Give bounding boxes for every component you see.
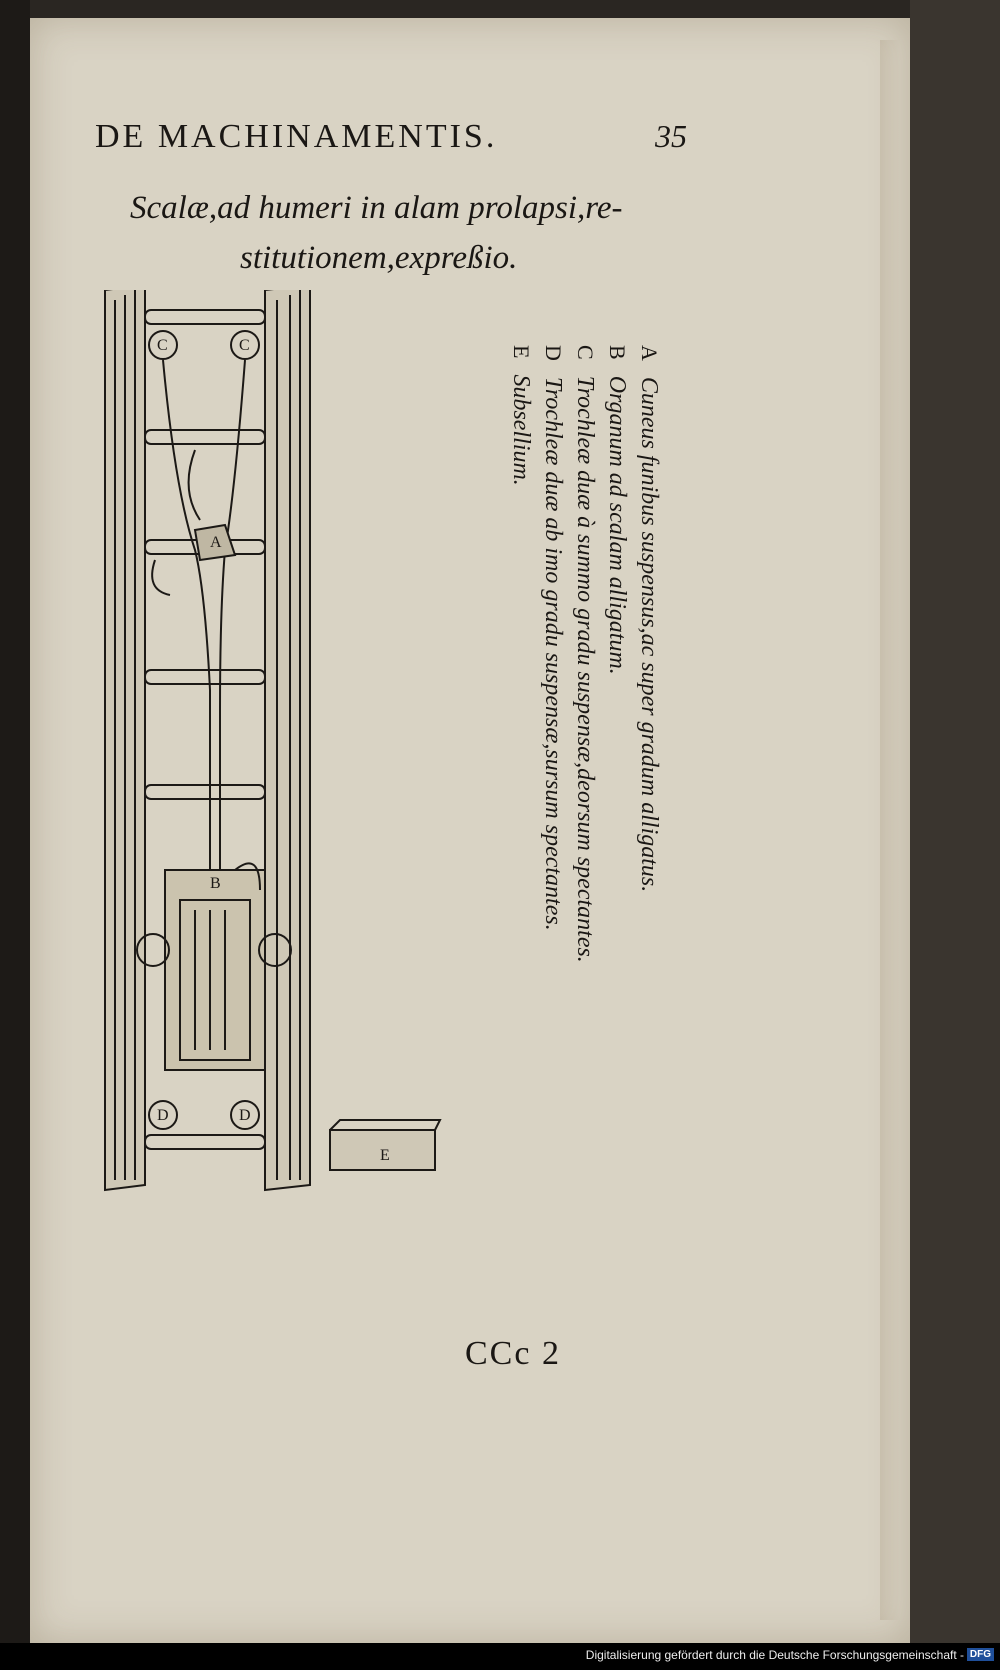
footer-credit: Digitalisierung gefördert durch die Deutsche Forschungsgemeinschaft - — [585, 1648, 964, 1662]
signature-mark: CCc 2 — [465, 1335, 561, 1372]
figure-label-d-right: D — [239, 1107, 251, 1124]
legend-row: D Trochleæ duæ ab imo gradu suspensæ,sursum spectantes. — [540, 345, 566, 931]
facing-page-edge — [910, 0, 1000, 1670]
legend-row: C Trochleæ duæ à summo gradu suspensæ,deorsum spectantes. — [572, 345, 598, 963]
figure-label-c-left: C — [157, 337, 168, 354]
page-edge-stain — [880, 40, 900, 1620]
figure-label-e: E — [380, 1147, 390, 1164]
woodcut-illustration — [85, 290, 485, 1290]
folio-number: 35 — [655, 118, 687, 154]
legend-row: E Subsellium. — [508, 345, 534, 486]
figure-label-a: A — [210, 534, 222, 551]
figure-label-c-right: C — [239, 337, 250, 354]
legend-row: B Organum ad scalam alligatum. — [604, 345, 630, 675]
caption-title-line-1: Scalæ,ad humeri in alam prolapsi,re- — [130, 190, 623, 226]
dfg-logo: DFG — [967, 1648, 994, 1661]
running-header: DE MACHINAMENTIS. — [95, 118, 498, 155]
figure-label-b: B — [210, 875, 221, 892]
footer-bar — [0, 1643, 1000, 1670]
legend-row: A Cuneus funibus suspensus,ac super gradum alligatus. — [636, 345, 662, 893]
figure-label-d-left: D — [157, 1107, 169, 1124]
book-gutter — [0, 0, 30, 1670]
caption-title-line-2: stitutionem,expreßio. — [240, 240, 518, 276]
figure-legend — [505, 345, 665, 1045]
